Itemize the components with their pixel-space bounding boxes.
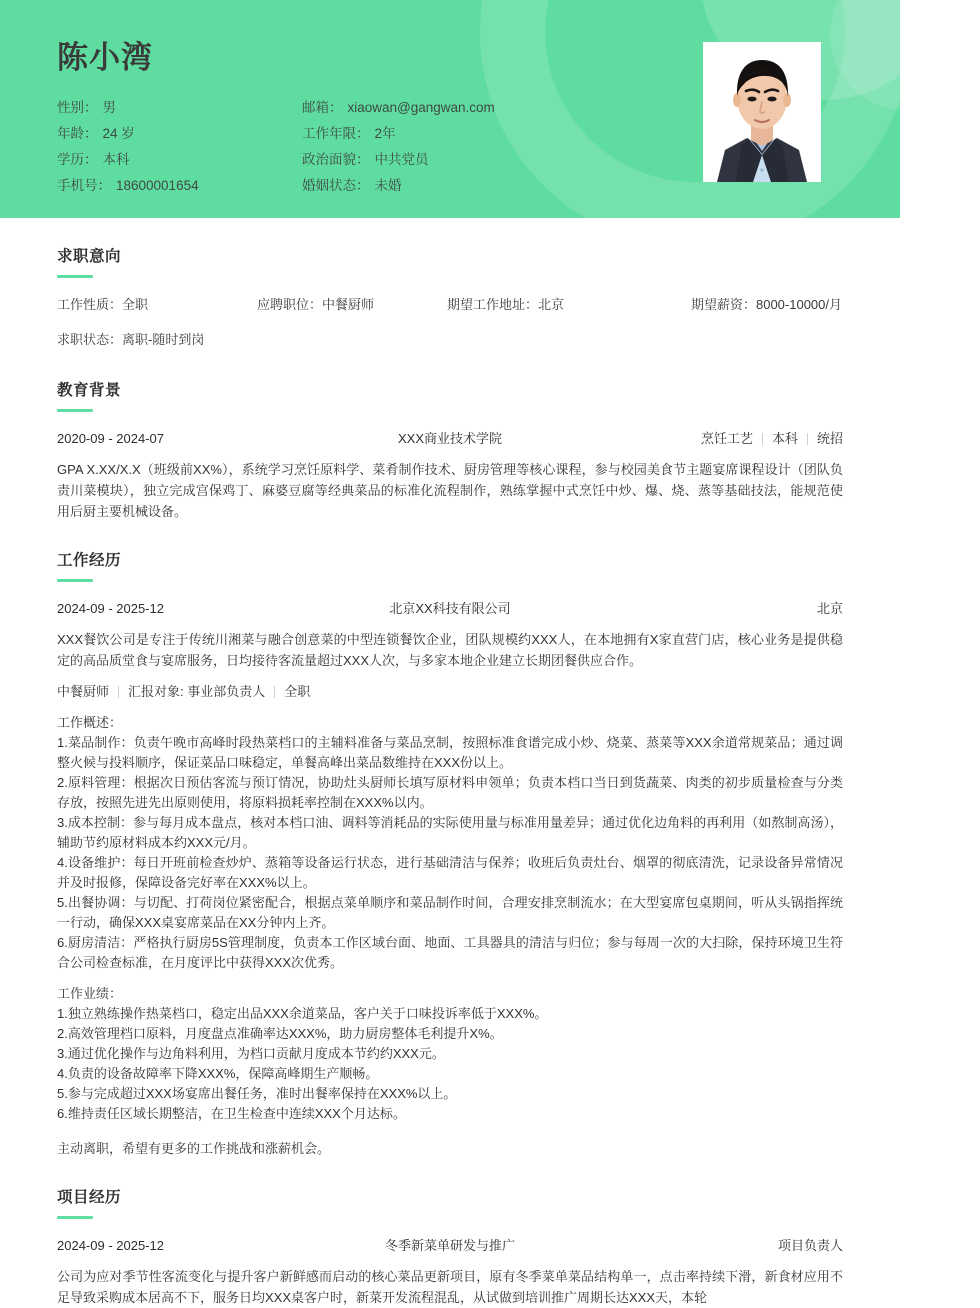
personal-info-gender xyxy=(57,95,302,121)
section-education xyxy=(57,352,843,522)
project-role: 项目负责人 xyxy=(777,1238,843,1253)
field-value: 全职 xyxy=(122,297,149,312)
education-tags xyxy=(553,428,843,450)
list-item: 6.厨房清洁：严格执行厨房5S管理制度，负责本工作区域台面、地面、工具器具的清洁与归位；参与每周一次的大扫除，保持环境卫生符合公司检查标准，在月度评比中获得XXX次优秀。 xyxy=(57,935,843,970)
education-description: GPA X.XX/X.X（班级前XX%），系统学习烹饪原料学、菜肴制作技术、厨房管理等核心课程，参与校园美食节主题宴席课程设计（团队负责川菜模块），独立完成宫保鸡丁、麻婆豆腐等经典菜品的标准化流程制作，熟练掌握中式烹饪中炒、爆、烧、蒸等基础技法，能规范使用后厨主要机械设备。 xyxy=(57,462,843,519)
resume-body xyxy=(0,218,900,1308)
field-value: 18600001654 xyxy=(116,178,199,193)
field-label: 性别： xyxy=(57,100,98,115)
work-date: 2024-09 - 2025-12 xyxy=(57,601,164,616)
section-title: 求职意向 xyxy=(57,248,122,265)
field-value: 中餐厨师 xyxy=(322,297,375,312)
list-item: 2.高效管理档口原料，月度盘点准确率达XXX%，助力厨房整体毛利提升X%。 xyxy=(57,1026,503,1041)
job-seeking-status xyxy=(57,328,257,352)
field-value: 中共党员 xyxy=(374,152,429,167)
work-location: 北京 xyxy=(816,601,843,616)
list-item: 3.通过优化操作与边角料利用，为档口贡献月度成本节约约XXX元。 xyxy=(57,1046,445,1061)
section-job-intention xyxy=(57,218,843,352)
section-title: 工作经历 xyxy=(57,552,122,569)
education-admission-type: 统招 xyxy=(816,431,843,446)
job-nature xyxy=(57,293,257,317)
education-entry-header xyxy=(57,428,843,450)
company-introduction: XXX餐饮公司是专注于传统川湘菜与融合创意菜的中型连锁餐饮企业，团队规模约XXX人，在本地拥有X家直营门店，核心业务是提供稳定的高品质堂食与宴席服务，日均接待客流量超过XXX人次，与多家本地企业建立长期团餐供应合作。 xyxy=(57,632,843,668)
section-title: 项目经历 xyxy=(57,1189,122,1206)
target-position xyxy=(257,293,447,317)
section-work-experience xyxy=(57,522,843,1159)
field-value: 24 岁 xyxy=(102,126,135,141)
work-entry-header xyxy=(57,598,843,620)
field-label: 婚姻状态： xyxy=(302,178,370,193)
education-school: XXX商业技术学院 xyxy=(397,431,502,446)
list-item: 5.参与完成超过XXX场宴席出餐任务，准时出餐率保持在XXX%以上。 xyxy=(57,1086,457,1101)
list-item: 1.菜品制作：负责午晚市高峰时段热菜档口的主辅料准备与菜品烹制，按照标准食谱完成小炒、烧菜、蒸菜等XXX余道常规菜品；通过调整火候与投料顺序，保证菜品口味稳定，单餐高峰出菜品数维持在XXX份以上。 xyxy=(57,735,843,770)
section-accent-rule xyxy=(57,1216,93,1219)
work-role-tags xyxy=(57,681,319,702)
field-value: 本科 xyxy=(102,152,130,167)
work-company: 北京XX科技有限公司 xyxy=(389,601,511,616)
field-label: 工作性质： xyxy=(57,297,123,312)
section-accent-rule xyxy=(57,275,93,278)
project-description: 公司为应对季节性客流变化与提升客户新鲜感而启动的核心菜品更新项目，原有冬季菜单菜品结构单一，点击率持续下滑，新食材应用不足导致采购成本居高不下，服务日均XXX桌客户时，新菜开发流程混乱，从试做到培训推广周期长达XXX天，本轮 xyxy=(57,1269,843,1305)
section-accent-rule xyxy=(57,579,93,582)
field-label: 政治面貌： xyxy=(302,152,370,167)
work-achievement-list xyxy=(57,1004,843,1124)
project-date: 2024-09 - 2025-12 xyxy=(57,1238,164,1253)
field-value: 北京 xyxy=(538,297,565,312)
personal-info-degree xyxy=(57,147,302,173)
work-employment-type: 全职 xyxy=(284,684,311,699)
section-title: 教育背景 xyxy=(57,382,122,399)
work-report-to: 汇报对象: 事业部负责人 xyxy=(128,684,266,699)
project-name: 冬季新菜单研发与推广 xyxy=(384,1238,515,1253)
field-value: 男 xyxy=(102,100,116,115)
field-label: 求职状态： xyxy=(57,332,123,347)
field-value: 离职-随时到岗 xyxy=(122,332,205,347)
field-label: 邮箱： xyxy=(302,100,343,115)
field-value: 2年 xyxy=(374,126,396,141)
project-entry-header xyxy=(57,1235,843,1257)
list-item: 5.出餐协调：与切配、打荷岗位紧密配合，根据点菜单顺序和菜品制作时间，合理安排烹制流水；在大型宴席包桌期间，听从头锅指挥统一行动，确保XXX桌宴席菜品在XX分钟内上齐。 xyxy=(57,895,843,930)
work-overview-label: 工作概述： xyxy=(57,715,123,730)
education-major: 烹饪工艺 xyxy=(700,431,753,446)
field-value: xiaowan@gangwan.com xyxy=(347,100,495,115)
personal-info-age xyxy=(57,121,302,147)
expected-location xyxy=(447,293,662,317)
list-item: 4.负责的设备故障率下降XXX%，保障高峰期生产顺畅。 xyxy=(57,1066,379,1081)
list-item: 3.成本控制：参与每月成本盘点，核对本档口油、调料等消耗品的实际使用量与标准用量差异；通过优化边角料的再利用（如熬制高汤），辅助节约原材料成本约XXX元/月。 xyxy=(57,815,843,850)
field-label: 期望薪资： xyxy=(690,297,756,312)
work-achievement-label: 工作业绩： xyxy=(57,986,123,1001)
work-overview-list xyxy=(57,733,843,973)
job-intention-row-2 xyxy=(57,328,843,352)
list-item: 6.维持责任区域长期整洁，在卫生检查中连续XXX个月达标。 xyxy=(57,1106,406,1121)
list-item: 2.原料管理：根据次日预估客流与预订情况，协助灶头厨师长填写原材料申领单；负责本档口当日到货蔬菜、肉类的初步质量检查与分类存放，按照先进先出原则使用，将原料损耗率控制在XXX%以内。 xyxy=(57,775,843,810)
field-value: 8000-10000/月 xyxy=(755,297,842,312)
work-leave-reason: 主动离职，希望有更多的工作挑战和涨薪机会。 xyxy=(57,1141,331,1156)
list-item: 4.设备维护：每日开班前检查炒炉、蒸箱等设备运行状态，进行基础清洁与保养；收班后负责灶台、烟罩的彻底清洗，记录设备异常情况并及时报修，保障设备完好率在XXX%以上。 xyxy=(57,855,843,890)
list-item: 1.独立熟练操作热菜档口，稳定出品XXX余道菜品，客户关于口味投诉率低于XXX%。 xyxy=(57,1006,548,1021)
field-label: 学历： xyxy=(57,152,98,167)
job-intention-row-1 xyxy=(57,293,843,317)
field-value: 未婚 xyxy=(374,178,402,193)
field-label: 年龄： xyxy=(57,126,98,141)
section-project-experience xyxy=(57,1159,843,1308)
expected-salary xyxy=(662,293,842,317)
field-label: 期望工作地址： xyxy=(447,297,539,312)
field-label: 工作年限： xyxy=(302,126,370,141)
field-label: 应聘职位： xyxy=(257,297,323,312)
field-label: 手机号： xyxy=(57,178,111,193)
resume-header xyxy=(0,0,900,218)
education-date: 2020-09 - 2024-07 xyxy=(57,431,164,446)
candidate-name: 陈小湾 xyxy=(57,40,153,75)
education-degree: 本科 xyxy=(771,431,798,446)
avatar xyxy=(703,42,821,182)
personal-info-phone xyxy=(57,173,302,199)
section-accent-rule xyxy=(57,409,93,412)
work-position: 中餐厨师 xyxy=(57,684,110,699)
